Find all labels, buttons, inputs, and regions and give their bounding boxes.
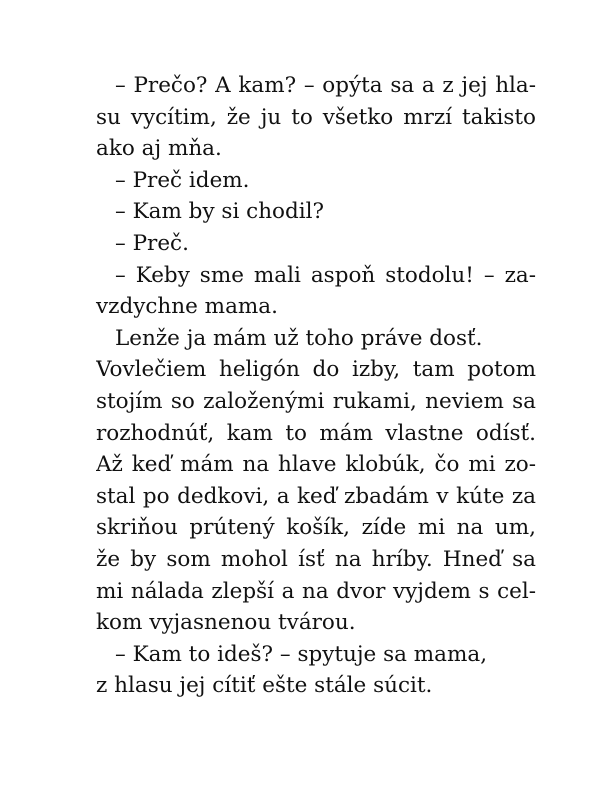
text-line: kom vyjasnenou tvárou. bbox=[96, 610, 356, 636]
text-line: – Keby sme mali aspoň stodolu! – za- bbox=[115, 262, 536, 288]
text-line: – Kam to ideš? – spytuje sa mama, bbox=[115, 641, 488, 667]
text-line: su vycítim, že ju to všetko mrzí takisto bbox=[96, 104, 536, 130]
text-line: z hlasu jej cítiť ešte stále súcit. bbox=[96, 673, 433, 699]
text-line: – Prečo? A kam? – opýta sa a z jej hla- bbox=[115, 73, 536, 98]
text-line: – Preč idem. bbox=[115, 167, 250, 193]
text-line: rozhodnúť, kam to mám vlastne odísť. bbox=[96, 420, 536, 446]
text-line: ako aj mňa. bbox=[96, 136, 222, 162]
text-line: že by som mohol ísť na hríby. Hneď sa bbox=[96, 546, 536, 572]
text-line: vzdychne mama. bbox=[96, 294, 278, 320]
text-line: mi nálada zlepší a na dvor vyjdem s cel- bbox=[96, 578, 536, 604]
text-line: Lenže ja mám už toho práve dosť. bbox=[115, 325, 483, 351]
text-line: stal po dedkovi, a keď zbadám v kúte za bbox=[96, 483, 536, 509]
text-line: stojím so založenými rukami, neviem sa bbox=[96, 388, 536, 414]
text-line: Vovlečiem heligón do izby, tam potom bbox=[96, 357, 536, 383]
body-text bbox=[96, 70, 536, 702]
text-line: – Preč. bbox=[115, 230, 189, 256]
text-line: Až keď mám na hlave klobúk, čo mi zo- bbox=[96, 452, 536, 478]
text-line: – Kam by si chodil? bbox=[115, 199, 325, 225]
text-line: skriňou prútený košík, zíde mi na um, bbox=[96, 515, 536, 541]
